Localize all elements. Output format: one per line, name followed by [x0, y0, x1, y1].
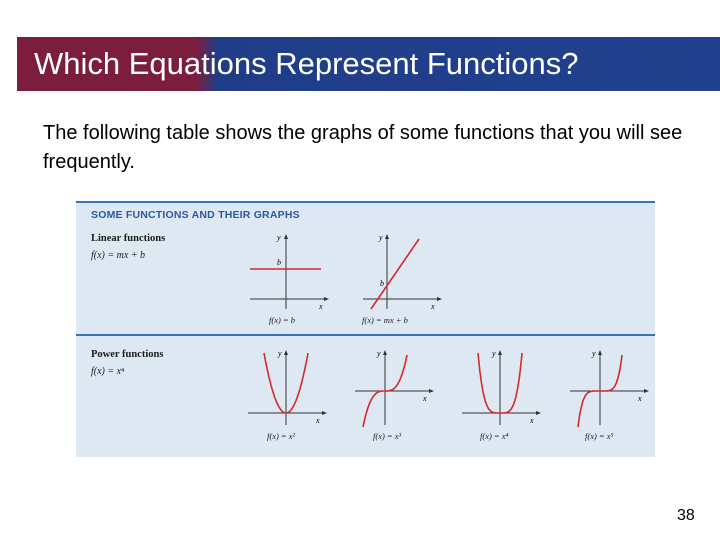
x-label: x: [319, 302, 323, 311]
figure-row-divider: [76, 334, 655, 336]
x-label: x: [530, 416, 534, 425]
x-arrow: [322, 411, 327, 415]
graph-linear-function: [359, 231, 444, 313]
power-functions-formula: f(x) = xⁿ: [91, 366, 125, 377]
functions-figure: [76, 201, 655, 457]
y-label: y: [592, 349, 596, 358]
caption-linear: f(x) = mx + b: [362, 315, 408, 325]
y-arrow: [284, 350, 288, 355]
y-arrow: [598, 350, 602, 355]
x-label: x: [638, 394, 642, 403]
intro-text: The following table shows the graphs of some functions that you will see frequently.: [43, 122, 683, 173]
x-label: x: [316, 416, 320, 425]
graph-power-x4: [458, 347, 543, 429]
caption-constant: f(x) = b: [269, 315, 296, 325]
y-arrow: [284, 234, 288, 239]
y-label: y: [277, 233, 281, 242]
linear-functions-title: Linear functions: [91, 233, 166, 244]
linear-functions-formula: f(x) = mx + b: [91, 250, 146, 261]
graph-power-x5: [566, 347, 651, 429]
power-functions-title: Power functions: [91, 349, 164, 360]
caption-x3: f(x) = x³: [373, 431, 402, 441]
caption-x2: f(x) = x²: [267, 431, 296, 441]
caption-x5: f(x) = x⁵: [585, 431, 614, 441]
figure-heading: SOME FUNCTIONS AND THEIR GRAPHS: [91, 209, 300, 221]
x-arrow: [429, 389, 434, 393]
page-number: 38: [677, 507, 695, 524]
x-arrow: [437, 297, 442, 301]
title-bar: [17, 37, 720, 91]
x-label: x: [431, 302, 435, 311]
y-arrow: [498, 350, 502, 355]
y-label: y: [377, 349, 381, 358]
caption-x4: f(x) = x⁴: [480, 431, 509, 441]
y-label: y: [379, 233, 383, 242]
graph-power-x2: [244, 347, 329, 429]
x-arrow: [536, 411, 541, 415]
x-arrow: [644, 389, 649, 393]
x-label: x: [423, 394, 427, 403]
slide-title: Which Equations Represent Functions?: [34, 46, 579, 81]
graph-constant-function: [246, 231, 331, 313]
x-arrow: [324, 297, 329, 301]
y-label: y: [492, 349, 496, 358]
y-label: y: [278, 349, 282, 358]
y-arrow: [383, 350, 387, 355]
y-arrow: [385, 234, 389, 239]
intercept-label: b: [380, 279, 384, 288]
figure-top-rule: [76, 201, 655, 203]
graph-power-x3: [351, 347, 436, 429]
intercept-label: b: [277, 258, 281, 267]
